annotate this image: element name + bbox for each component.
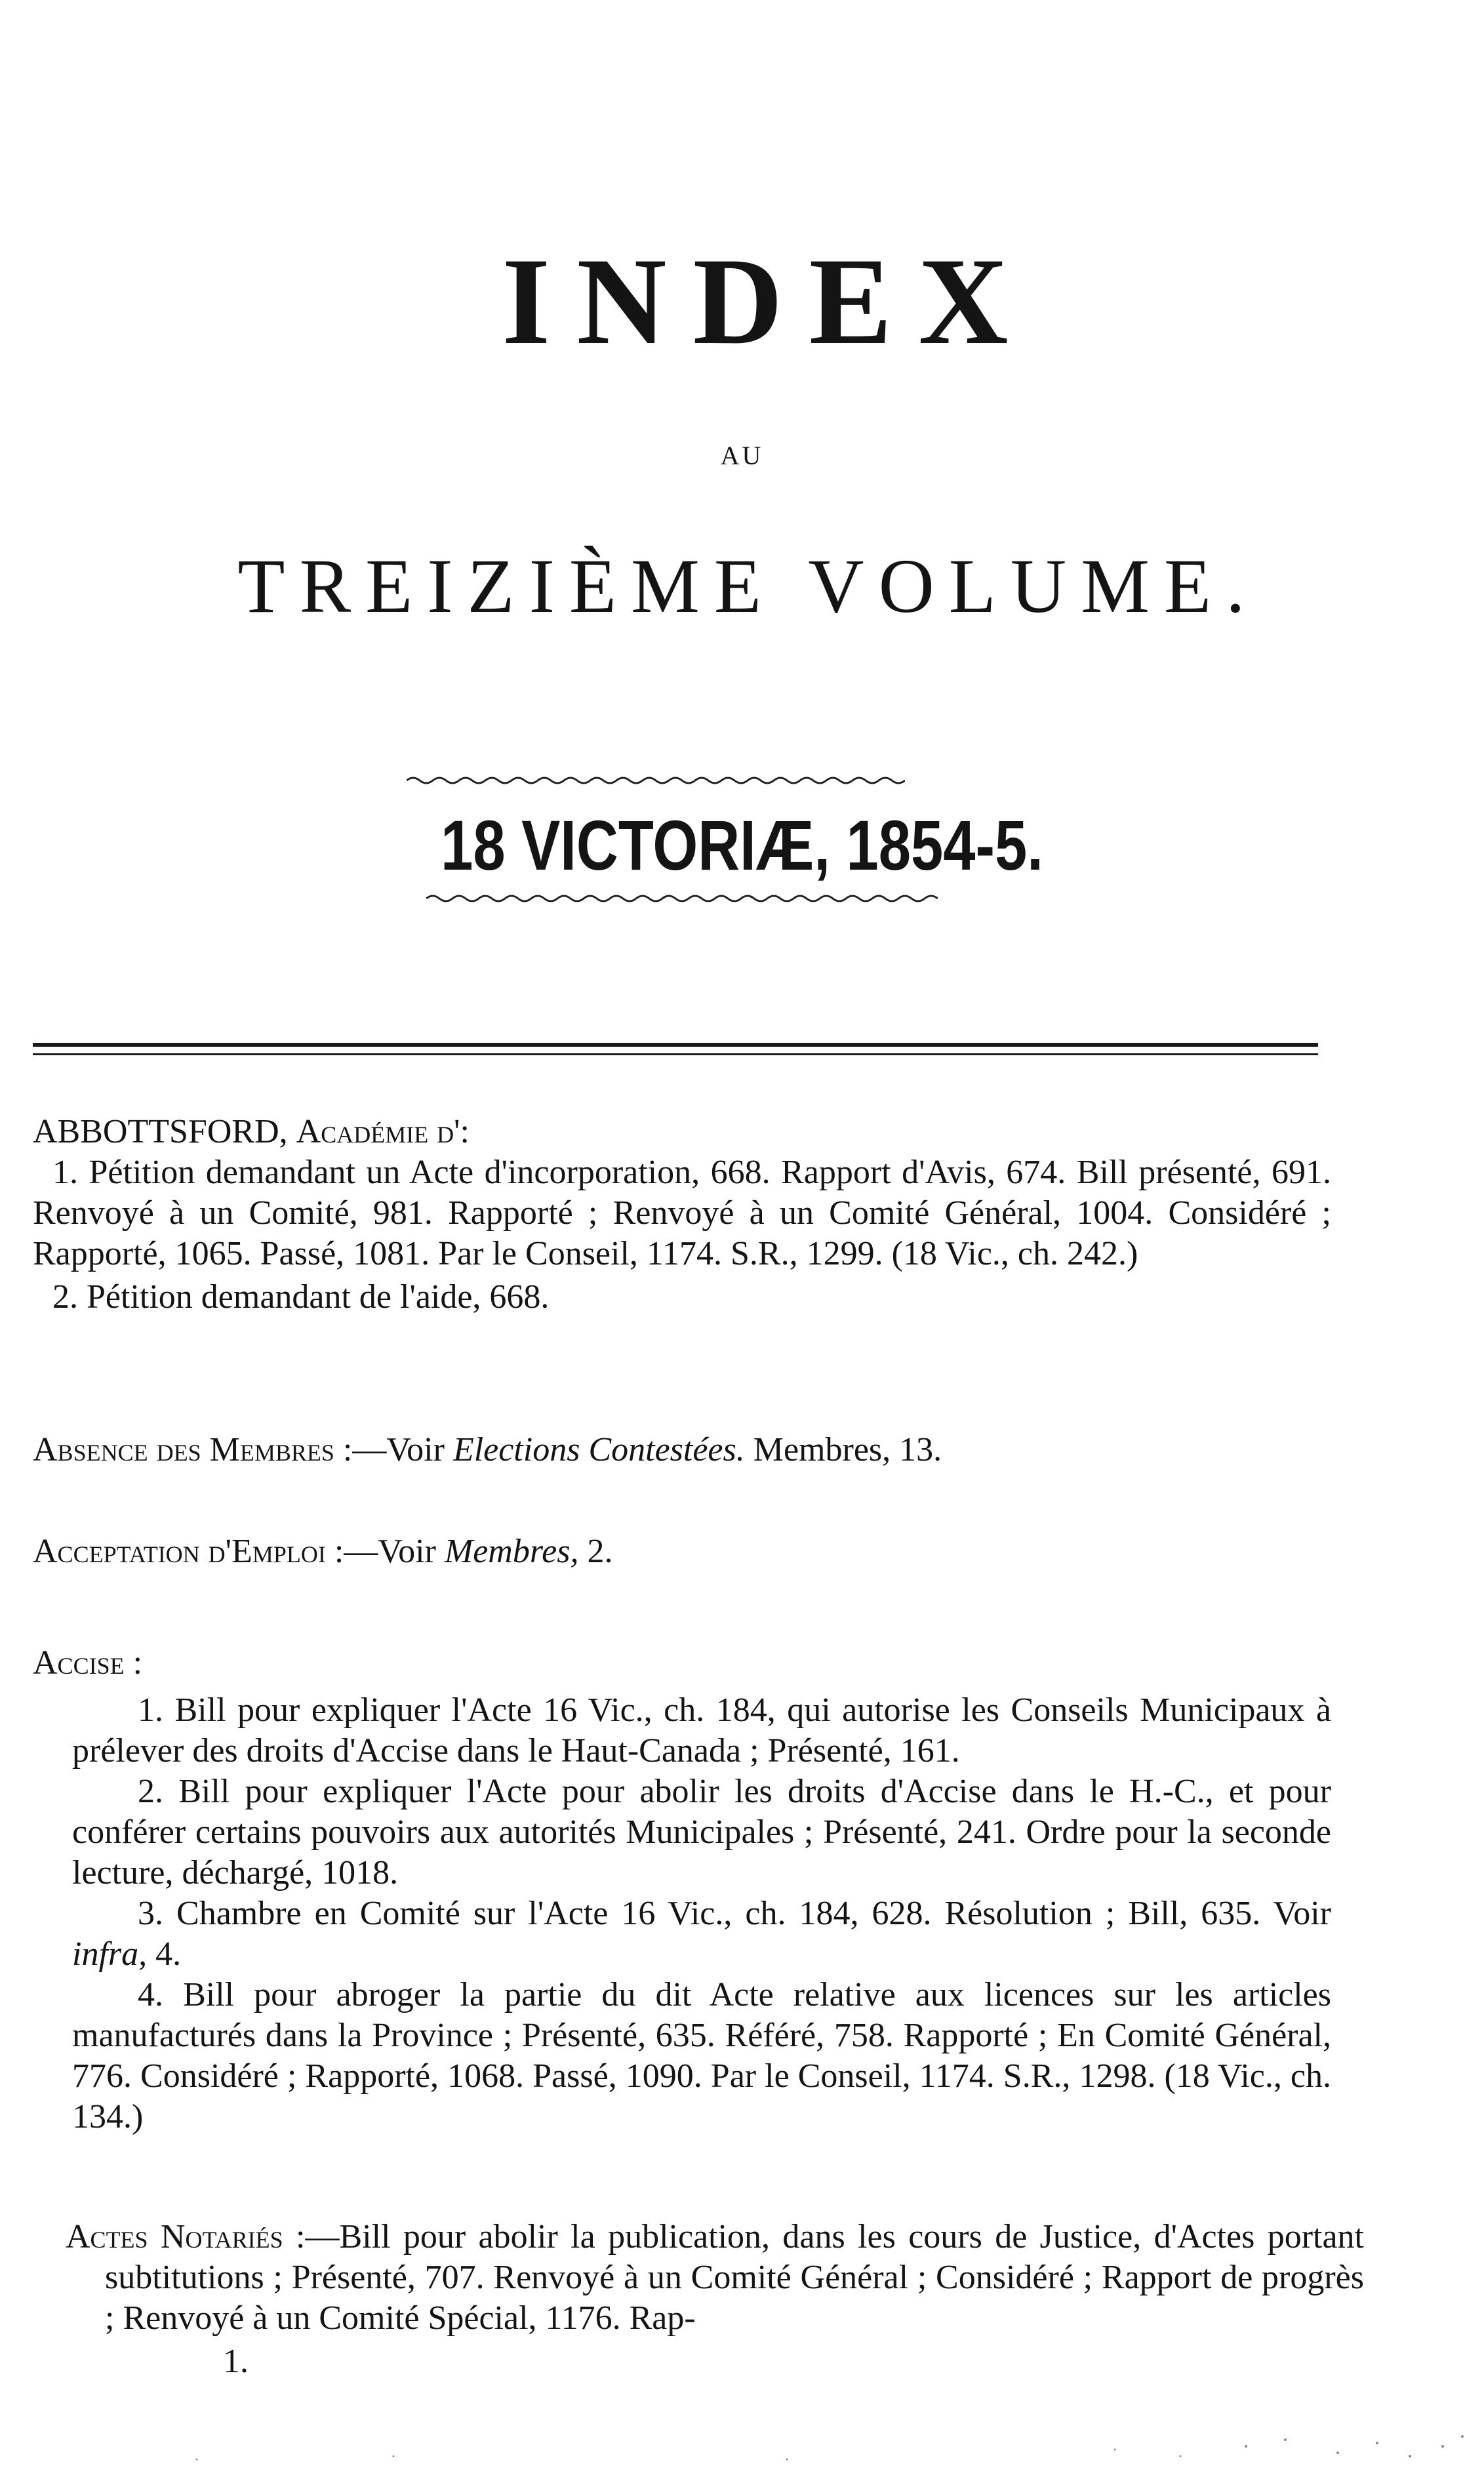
entry-item: 2. Pétition demandant de l'aide, 668.	[52, 1278, 550, 1316]
heading-main: ABBOTTSFORD,	[33, 1113, 288, 1150]
entry-heading: Absence des Membres :	[33, 1431, 353, 1468]
item-text: 4.	[147, 1935, 182, 1973]
entry-item	[72, 1893, 1331, 1975]
entry-heading: Acceptation d'Emploi :	[33, 1533, 344, 1570]
entry-text: —Bill pour abolir la publication, dans les cours de Justice, d'Actes portant subtitutions ; Présenté, 707. Renvoyé à un Comité Général ; Considéré ; Rapport de progrès ; Renvoyé à un Comité Spécial, 1176. Rap-	[105, 2218, 1364, 2337]
entry-actes-notaries	[33, 2217, 1364, 2339]
scan-noise-decoration	[0, 2420, 1484, 2466]
bottom-wavy-ornament	[426, 892, 938, 905]
entry-absence	[33, 1430, 1331, 1470]
volume-subtitle: TREIZIÈME VOLUME.	[237, 543, 1260, 629]
connector-word: AU	[720, 441, 764, 470]
entry-abbottsford	[33, 1112, 1331, 1318]
cross-reference: Elections Contestées.	[452, 1431, 745, 1468]
entry-item: 4. Bill pour abroger la partie du dit Acte relative aux licences sur les articles manufacturés dans la Province ; Présenté, 635. Référé, 758. Rapporté ; En Comité Général, 776. Considéré ; Rapporté, 1068. Passé, 1090. Par le Conseil, 1174. S.R., 1298. (18 Vic., ch. 134.)	[72, 1976, 1331, 2135]
cross-reference: Membres,	[444, 1533, 579, 1570]
entry-text: —Voir	[344, 1533, 445, 1570]
double-rule-thin	[33, 1053, 1318, 1055]
entry-text: 2.	[578, 1533, 613, 1570]
entry-item: 2. Bill pour expliquer l'Acte pour abolir les droits d'Accise dans le H.-C., et pour conférer certains pouvoirs aux autorités Municipales ; Présenté, 241. Ordre pour la seconde lecture, déchargé, 1018.	[72, 1773, 1331, 1891]
heading-sub: Académie d':	[296, 1113, 470, 1150]
entry-heading: Accise :	[33, 1644, 143, 1682]
regnal-year: 18 VICTORIÆ, 1854-5.	[441, 805, 1043, 885]
double-rule-thick	[33, 1043, 1318, 1047]
item-text: 3. Chambre en Comité sur l'Acte 16 Vic., ch. 184, 628. Résolution ; Bill, 635. Voir	[138, 1895, 1331, 1932]
entry-heading: Actes Notariés :	[66, 2218, 306, 2255]
entry-text: —Voir	[352, 1431, 453, 1468]
entry-heading	[33, 1112, 1331, 1152]
cross-reference: infra,	[72, 1935, 148, 1973]
index-title: INDEX	[502, 233, 1035, 371]
entry-acceptation	[33, 1531, 1331, 1572]
entry-accise	[33, 1643, 1331, 2137]
entry-item: 1. Pétition demandant un Acte d'incorporation, 668. Rapport d'Avis, 674. Bill présenté, 691. Renvoyé à un Comité, 981. Rapporté ; Renvoyé à un Comité Général, 1004. Considéré ; Rapporté, 1065. Passé, 1081. Par le Conseil, 1174. S.R., 1299. (18 Vic., ch. 242.)	[33, 1154, 1331, 1272]
top-wavy-ornament	[407, 774, 905, 787]
entry-item: 1. Bill pour expliquer l'Acte 16 Vic., ch. 184, qui autorise les Conseils Municipaux à prélever des droits d'Accise dans le Haut-Canada ; Présenté, 161.	[72, 1691, 1331, 1769]
entry-text: Membres, 13.	[744, 1431, 942, 1468]
page-number: 1.	[223, 2343, 249, 2380]
